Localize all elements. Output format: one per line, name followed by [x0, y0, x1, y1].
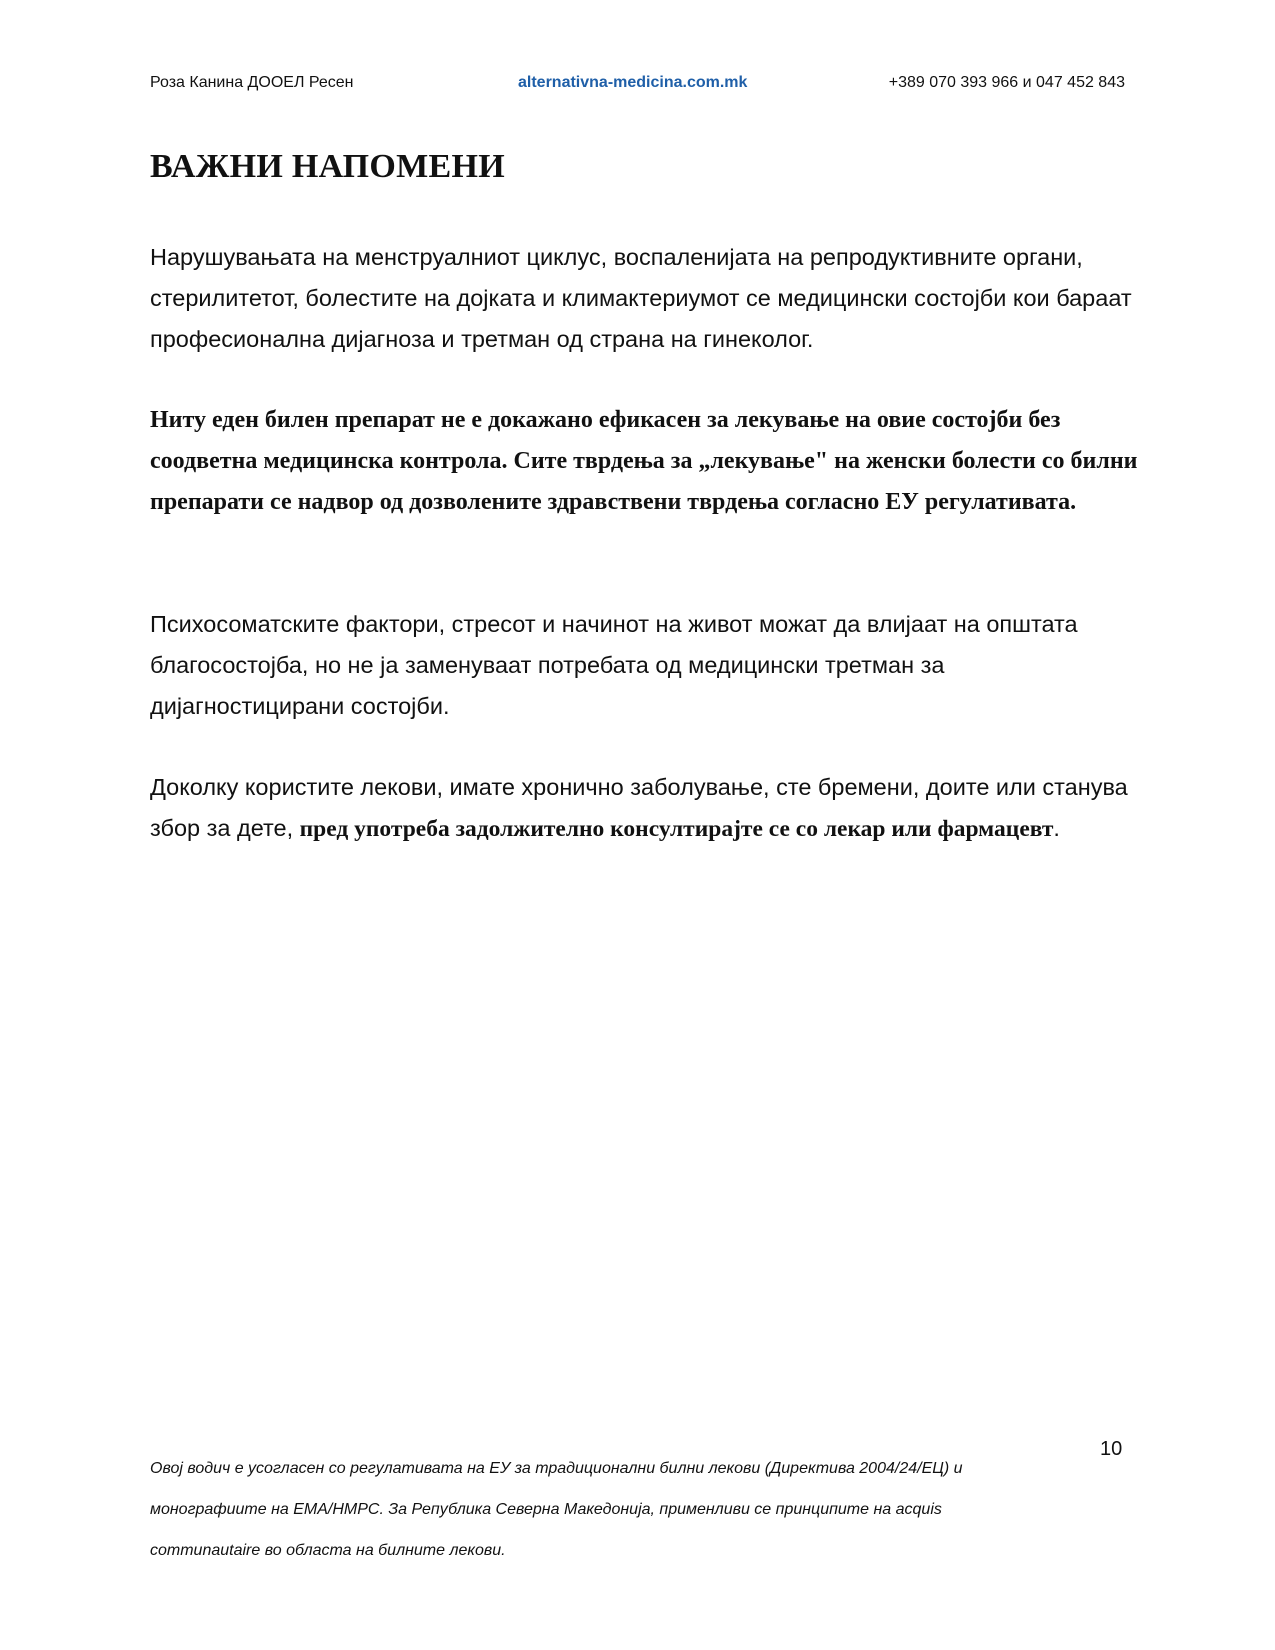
paragraph-consult-doctor	[150, 767, 1140, 850]
consult-end-punctuation: .	[1053, 815, 1060, 841]
paragraph-psychosomatic-factors: Психосоматските фактори, стресот и начинот на живот можат да влијаат на општата благосостојба, но не ја заменуваат потребата од медицински третман за дијагностицирани состојби.	[150, 611, 1078, 719]
page-title: ВАЖНИ НАПОМЕНИ	[150, 148, 506, 185]
paragraph-medical-conditions: Нарушувањата на менструалниот циклус, воспаленијата на репродуктивните органи, стерилитетот, болестите на дојката и климактериумот се медицински состојби кои бараат професионална дијагноза и третман од страна на гинеколог.	[150, 244, 1132, 352]
header-company-name: Роза Канина ДООЕЛ Ресен	[150, 74, 354, 91]
header-website-link[interactable]: alternativna-medicina.com.mk	[518, 74, 748, 91]
consult-intro-text: Доколку користите лекови, имате хронично заболување, сте бремени, доите или станува збор за дете,	[150, 774, 1128, 841]
footer-regulatory-note: Овој водич е усогласен со регулативата на ЕУ за традиционални билни лекови (Директива 2004/24/ЕЦ) и монографиите на ЕМА/HMPC. За Република Северна Македонија, применливи се принципите на acquis communautaire во областа на билните лекови.	[150, 1460, 963, 1559]
consult-warning-bold: пред употреба задолжително консултирајте се со лекар или фармацевт	[299, 816, 1054, 842]
page-number: 10	[1100, 1438, 1123, 1460]
page-header	[150, 74, 1125, 98]
header-phone-numbers: +389 070 393 966 и 047 452 843	[888, 74, 1125, 91]
paragraph-herbal-disclaimer: Ниту еден билен препарат не е докажано ефикасен за лекување на овие состојби без соодветна медицинска контрола. Сите тврдења за „лекување" на женски болести со билни препарати се надвор од дозволените здравствени тврдења согласно ЕУ регулативата.	[150, 407, 1138, 515]
